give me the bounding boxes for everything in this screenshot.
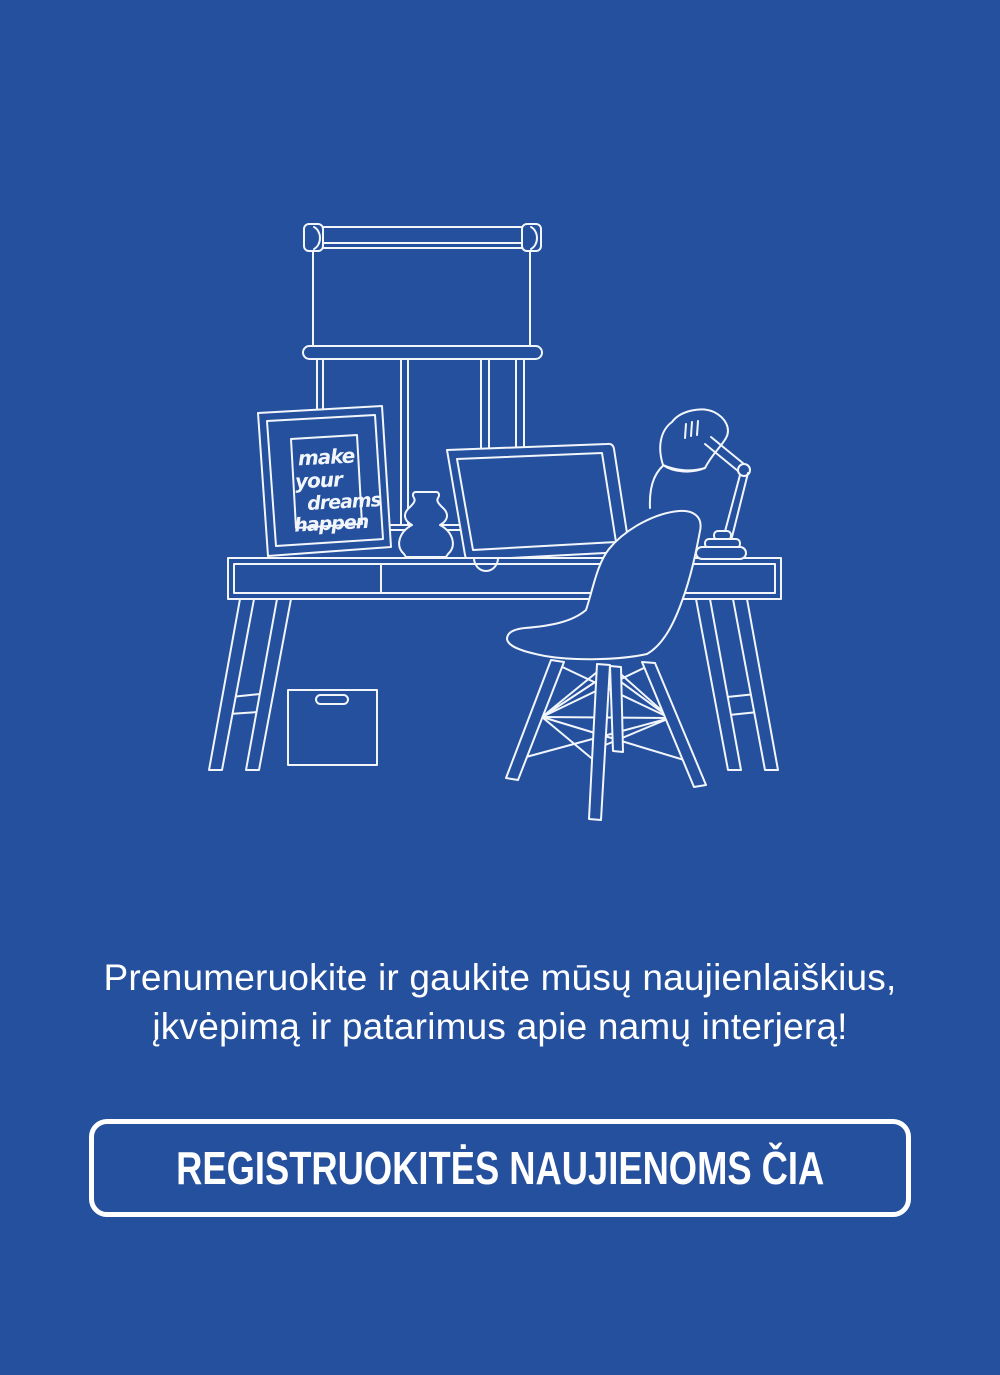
lamp-shade [660,409,728,471]
poster-frame [258,406,391,556]
poster-word-2: your [294,467,343,494]
roller-blind [303,224,542,359]
chair-legs [506,660,706,820]
poster-word-3: dreams [306,489,382,515]
poster-word-4: happen [293,510,369,537]
desk [228,558,781,599]
storage-box [288,690,377,765]
laptop [447,444,629,560]
register-newsletter-button-label: REGISTRUOKITĖS NAUJIENOMS ČIA [175,1142,825,1194]
headline [0,953,1000,1051]
headline-line-2: įkvėpimą ir patarimus apie namų interjerą! [152,1006,848,1047]
register-newsletter-button[interactable] [89,1119,911,1217]
poster-word-1: make [297,443,355,471]
headline-line-1: Prenumeruokite ir gaukite mūsų naujienlaiškius, [103,957,897,998]
